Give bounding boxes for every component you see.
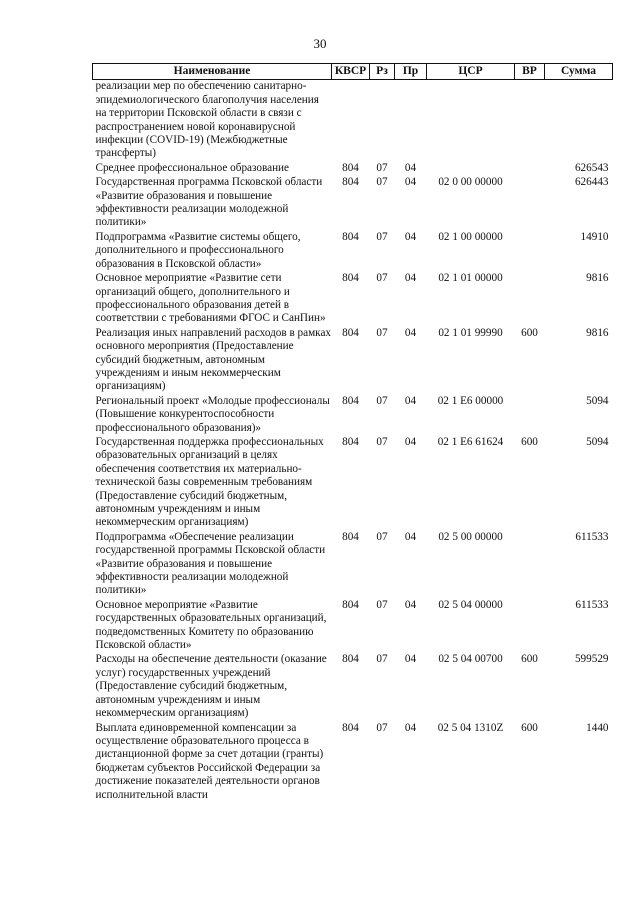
row-vr [515,80,545,162]
row-pr [395,80,427,162]
row-kvsr: 804 [342,272,359,285]
table-row [93,722,613,803]
row-rz: 07 [376,272,388,285]
table-header-row [93,64,613,80]
row-vr [515,272,545,327]
row-pr: 04 [404,435,417,448]
column-header-csr: ЦСР [427,64,515,80]
row-csr: 02 1 00 00000 [438,230,503,243]
row-sum: 9816 [586,326,609,339]
row-pr: 04 [404,326,417,339]
row-name: Основное мероприятие «Развитие сети организаций общего, дополнительного и профессионального образования детей в соответствии с требованиями ФГОС и СанПин» [95,272,326,325]
row-sum: 599529 [574,653,609,666]
row-sum: 611533 [575,530,609,543]
row-csr: 02 5 00 00000 [438,530,503,543]
row-sum: 626443 [574,176,609,189]
table-row [93,272,613,327]
column-header-rz: Рз [370,64,395,80]
table-row [93,162,613,176]
row-sum: 626543 [574,161,609,174]
row-csr [427,162,515,176]
row-pr: 04 [404,394,417,407]
row-vr: 600 [521,326,538,339]
row-csr: 02 5 04 00700 [438,653,503,666]
row-kvsr: 804 [342,435,359,448]
row-kvsr [332,80,370,162]
row-csr: 02 1 E6 61624 [437,435,504,448]
column-header-kvsr: КВСР [332,64,370,80]
row-vr [515,599,545,654]
row-name: Расходы на обеспечение деятельности (оказание услуг) государственных учреждений (Предоставление субсидий бюджетным, автономным учреждениям и иным некоммерческим организациям) [95,653,327,720]
row-sum: 611533 [575,598,609,611]
row-kvsr: 804 [342,394,359,407]
row-sum: 1440 [586,721,609,734]
row-kvsr: 804 [342,598,359,611]
row-rz: 07 [376,161,388,174]
row-rz: 07 [376,176,388,189]
row-name: Подпрограмма «Развитие системы общего, дополнительного и профессионального образования в Псковской области» [95,230,301,270]
row-vr: 600 [521,653,538,666]
row-kvsr: 804 [342,230,359,243]
table-row [93,231,613,272]
row-rz: 07 [376,394,388,407]
row-pr: 04 [404,230,417,243]
row-name: Среднее профессиональное образование [95,161,290,174]
row-pr: 04 [404,653,417,666]
row-kvsr: 804 [342,530,359,543]
column-header-vr: ВР [515,64,545,80]
row-pr: 04 [404,176,417,189]
row-vr [515,531,545,599]
row-name: Подпрограмма «Обеспечение реализации государственной программы Псковской области «Развитие образования и повышение эффективности реализации молодежной политики» [95,530,326,597]
budget-table [92,63,613,803]
row-kvsr: 804 [342,161,359,174]
row-kvsr: 804 [342,326,359,339]
column-header-pr: Пр [395,64,427,80]
row-sum: 5094 [586,435,609,448]
row-kvsr: 804 [342,176,359,189]
row-csr: 02 1 01 99990 [438,326,503,339]
row-sum: 5094 [586,394,609,407]
row-csr: 02 5 04 1310Z [437,721,504,734]
page-number: 30 [313,36,327,51]
row-name: Государственная программа Псковской области «Развитие образования и повышение эффективности реализации молодежной политики» [95,176,323,229]
row-rz: 07 [376,653,388,666]
column-header-name: Наименование [93,64,332,80]
row-name: реализации мер по обеспечению санитарно-эпидемиологического благополучия населения на территории Псковской области в связи с распространением новой коронавирусной инфекции (COVID-19) (Межбюджетные трансферты) [95,80,319,160]
row-name: Реализация иных направлений расходов в рамках основного мероприятия (Предоставление субсидий бюджетным, автономным учреждениям и иным некоммерческим организациям) [95,326,332,393]
row-vr: 600 [521,435,538,448]
row-pr: 04 [404,272,417,285]
table-row [93,531,613,599]
row-name: Государственная поддержка профессиональных образовательных организаций в целях обеспечения соответствия их материально-технической базы современным требованиям (Предоставление субсидий бюджетным, автономным учреждениям и иным некоммерческим организациям) [95,435,324,529]
row-pr: 04 [404,721,417,734]
row-name: Региональный проект «Молодые профессионалы (Повышение конкурентоспособности профессионального образования)» [95,394,330,434]
row-name: Выплата единовременной компенсации за осуществление образовательного процесса в дистанционной форме за счет дотации (гранты) бюджетам субъектов Российской Федерации за достижение показателей деятельности органов исполнительной власти [95,721,324,801]
row-csr [427,80,515,162]
row-name: Основное мероприятие «Развитие государственных образовательных организаций, подведомственных Комитету по образованию Псковской области» [95,598,327,652]
row-pr: 04 [404,598,417,611]
row-kvsr: 804 [342,653,359,666]
row-vr [515,162,545,176]
row-sum: 9816 [586,272,609,285]
row-csr: 02 1 01 00000 [438,272,503,285]
table-row [93,176,613,231]
row-sum [545,80,613,162]
row-vr: 600 [521,721,538,734]
row-rz: 07 [376,326,388,339]
row-rz [370,80,395,162]
row-pr: 04 [404,530,417,543]
table-row [93,80,613,162]
row-rz: 07 [376,435,388,448]
row-csr: 02 0 00 00000 [438,176,503,189]
row-vr [515,176,545,231]
row-kvsr: 804 [342,721,359,734]
row-vr [515,395,545,436]
column-header-sum: Сумма [545,64,613,80]
table-row [93,436,613,531]
row-rz: 07 [376,230,388,243]
row-rz: 07 [376,721,388,734]
row-pr: 04 [404,161,417,174]
table-row [93,395,613,436]
table-row [93,599,613,654]
row-rz: 07 [376,598,388,611]
table-row [93,653,613,721]
row-rz: 07 [376,530,388,543]
row-vr [515,231,545,272]
row-sum: 14910 [580,230,609,243]
table-row [93,327,613,395]
row-csr: 02 5 04 00000 [438,598,503,611]
row-csr: 02 1 E6 00000 [437,394,504,407]
